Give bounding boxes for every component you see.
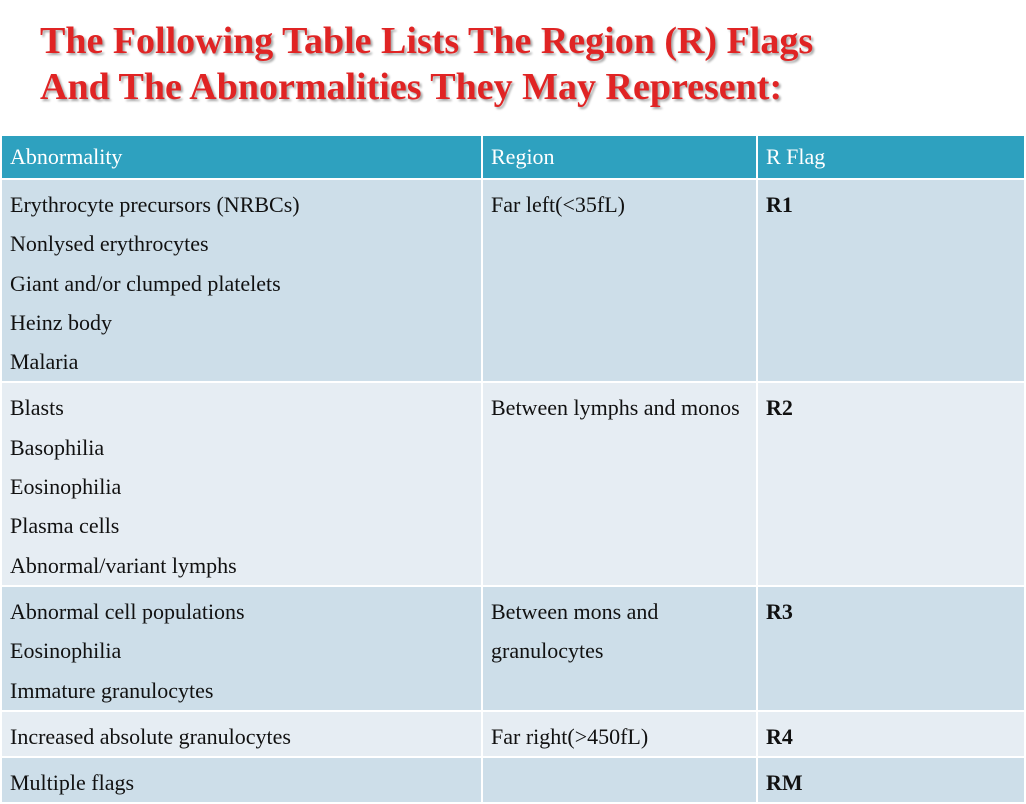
region-cell	[482, 711, 757, 757]
abnormality-item: Multiple flags	[10, 770, 135, 796]
abnormality-cell	[1, 382, 482, 585]
table-row	[1, 586, 1025, 711]
r-flag-text: R3	[766, 598, 793, 624]
abnormality-item: Eosinophilia	[10, 638, 122, 664]
slide-title-line-1: The Following Table Lists The Region (R) Flags	[40, 20, 814, 62]
region-text: Far right(>450fL)	[491, 723, 649, 749]
abnormality-cell	[1, 711, 482, 757]
header-r-flag: R Flag	[757, 135, 1025, 179]
region-flags-table	[0, 134, 1026, 804]
abnormality-item: Eosinophilia	[10, 474, 122, 500]
r-flag-text: RM	[766, 770, 803, 796]
slide-title	[40, 18, 1000, 110]
header-abnormality: Abnormality	[1, 135, 482, 179]
region-cell	[482, 179, 757, 382]
region-text: Between lymphs and monos	[491, 395, 740, 421]
abnormality-item: Plasma cells	[10, 513, 120, 539]
r-flag-cell	[757, 179, 1025, 382]
r-flag-cell	[757, 586, 1025, 711]
table-row	[1, 179, 1025, 382]
r-flag-text: R1	[766, 192, 793, 217]
abnormality-item: Basophilia	[10, 434, 105, 460]
r-flag-cell	[757, 757, 1025, 803]
r-flag-cell	[757, 382, 1025, 585]
abnormality-item: Immature granulocytes	[10, 677, 214, 703]
region-cell	[482, 586, 757, 711]
abnormality-item: Abnormal/variant lymphs	[10, 552, 237, 578]
region-cell	[482, 757, 757, 803]
slide-title-line-2: And The Abnormalities They May Represent:	[40, 66, 783, 108]
abnormality-item: Nonlysed erythrocytes	[10, 231, 209, 257]
table-row	[1, 711, 1025, 757]
header-region: Region	[482, 135, 757, 179]
r-flag-text: R4	[766, 723, 793, 749]
abnormality-cell	[1, 757, 482, 803]
table-row	[1, 757, 1025, 803]
abnormality-item: Malaria	[10, 349, 79, 375]
abnormality-item: Increased absolute granulocytes	[10, 723, 291, 749]
r-flag-cell	[757, 711, 1025, 757]
region-text: Far left(<35fL)	[491, 192, 625, 217]
abnormality-item: Erythrocyte precursors (NRBCs)	[10, 192, 300, 217]
abnormality-cell	[1, 586, 482, 711]
r-flag-text: R2	[766, 395, 793, 421]
region-cell	[482, 382, 757, 585]
abnormality-item: Giant and/or clumped platelets	[10, 270, 281, 296]
table-row	[1, 382, 1025, 585]
abnormality-item: Abnormal cell populations	[10, 598, 245, 624]
region-text: Between mons and granulocytes	[491, 598, 659, 664]
abnormality-item: Blasts	[10, 395, 64, 421]
abnormality-item: Heinz body	[10, 309, 113, 335]
table-header-row	[1, 135, 1025, 179]
abnormality-cell	[1, 179, 482, 382]
